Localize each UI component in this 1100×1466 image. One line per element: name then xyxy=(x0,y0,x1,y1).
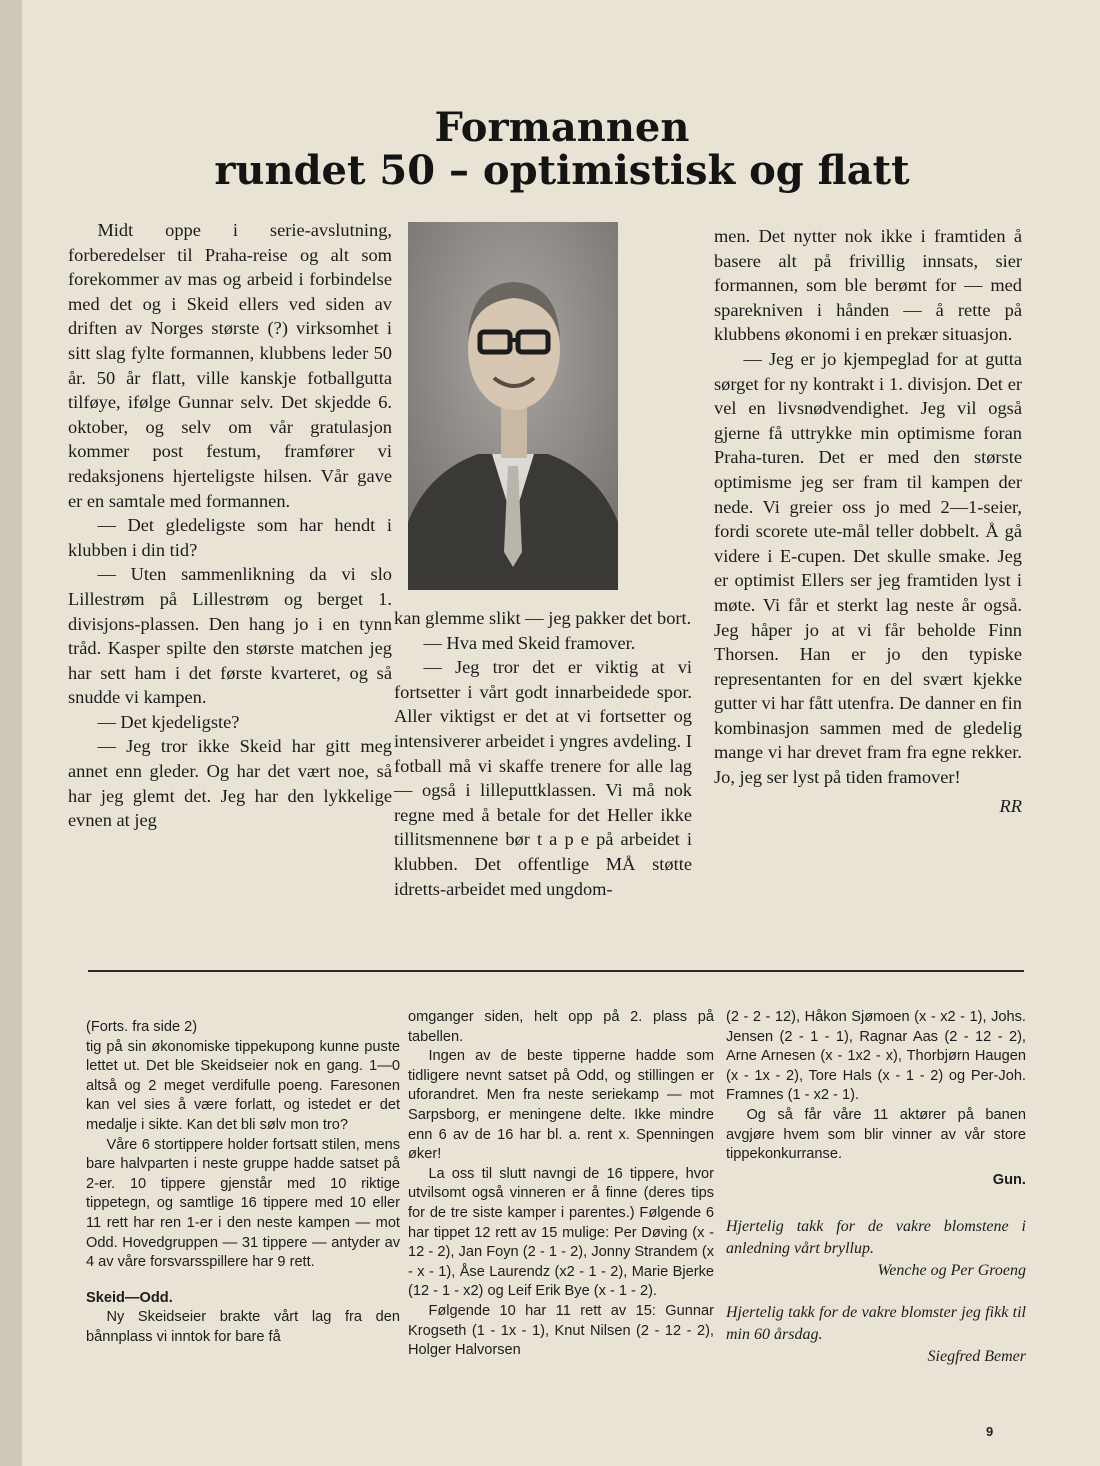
paragraph: tig på sin økonomiske tippekupong kunne puste lettet ut. Det ble Skeidseier nok en gang. 1—0 altså og 2 meget verdifulle poeng. Faresonen kan vel sies å være forlatt, og istedet er det medalje i sikte. Kan det bli sølv mon tro? xyxy=(86,1038,400,1133)
article-column-1 xyxy=(68,218,392,833)
paragraph: — Hva med Skeid framover. xyxy=(423,632,636,653)
paragraph: Våre 6 stortippere holder fortsatt stilen, mens bare halvparten i neste gruppe hadde satset på 2-er. 10 tippere gjenstår med 10 riktige tippetegn, og samtlige 16 tippere med 10 eller 11 rett har ren 1-er i den neste kampen — mot Odd. Hovedgruppen — 31 tippere — antyder av 4 av våre forsvarsspillere har 9 rett. xyxy=(86,1136,400,1271)
column-signature: Gun. xyxy=(992,1171,1026,1188)
paragraph: Ny Skeidseier brakte vårt lag fra den bånnplass vi inntok for bare få xyxy=(86,1309,400,1345)
tipping-column-3 xyxy=(726,1008,1026,1368)
paragraph: — Jeg tror det er viktig at vi fortsetter i vårt godt innarbeidede spor. Aller viktigst er det at vi fortsetter og intensiverer arbeidet i yngres avdeling. I fotball må vi skaffe trenere for alle lag — også i lilleputtklassen. Vi må nok regne med å betale for det Heller ikke tillitsmennene bør t a p e på arbeidet i klubben. Det offentlige MÅ støtte idretts-arbeidet med ungdom- xyxy=(394,657,692,899)
article-signature: RR xyxy=(999,795,1022,816)
tipping-column-1 xyxy=(86,1018,400,1348)
article-column-3 xyxy=(714,224,1022,818)
thank-you-name: Siegfred Bemer xyxy=(927,1348,1026,1366)
paragraph: kan glemme slikt — jeg pakker det bort. xyxy=(394,608,692,628)
tipping-column-2 xyxy=(408,1008,714,1361)
paragraph: La oss til slutt navngi de 16 tippere, hvor utvilsomt også vinneren er å finne (deres tips for de tre siste kamper i parentes.) Følgende 6 har tippet 12 rett av 15 mulige: Per Døving (x - 12 - 2), Jan Foyn (2 - 1 - 2), Jonny Strandem (x - x - 1), Åse Laurendz (x2 - 1 - 2), Marie Bjerke (12 - 1 - x2) og Leif Erik Bye (x - 1 - 2). xyxy=(408,1165,714,1300)
facing-page-edge xyxy=(0,0,22,1466)
magazine-page xyxy=(22,0,1100,1466)
paragraph: — Det kjedeligste? xyxy=(97,711,240,732)
thank-you-text: Hjertelig takk for de vakre blomster jeg fikk til min 60 årsdag. xyxy=(726,1304,1026,1344)
continued-label: (Forts. fra side 2) xyxy=(86,1019,198,1035)
paragraph: Midt oppe i serie-avslutning, forberedelser til Praha-reise og alt som forekommer av mas og arbeid i forbindelse med det og i Skeid ellers ved siden av driften av Norges største (?) virksomhet i sitt slag fylte formannen, klubbens leder 50 år. 50 år flatt, ville kanskje fotballgutta tilføye, ifølge Gunnar selv. Det skjedde 6. oktober, og selv om vår gratulasjon kommer post festum, framfører vi redaksjonens hjerteligste hilsen. Vår gave er en samtale med formannen. xyxy=(68,220,392,511)
paragraph: — Det gledeligste som har hendt i klubben i din tid? xyxy=(68,515,392,560)
paragraph: men. Det nytter nok ikke i framtiden å basere alt på frivillig innsats, sier formannen, som ble berømt for — med sparekniven i hånden — å rette på klubbens økonomi i en prekær situasjon. xyxy=(714,226,1022,345)
title-line-1: Formannen xyxy=(434,104,690,151)
page-number: 9 xyxy=(986,1424,994,1439)
portrait-photo xyxy=(408,222,618,590)
paragraph: Ingen av de beste tipperne hadde som tidligere nevnt satset på Odd, og stillingen er uforandret. Men fra neste seriekamp — mot Sarpsborg, er meningene delte. Ikke mindre enn 6 av de 16 har bl. a. rent x. Spenningen øker! xyxy=(408,1048,714,1163)
subheading: Skeid—Odd. xyxy=(86,1289,173,1306)
paragraph: — Jeg tror ikke Skeid har gitt meg annet enn gleder. Og har det vært noe, så har jeg glemt det. Jeg har den lykkelige evnen at jeg xyxy=(68,736,392,831)
thank-you-name: Wenche og Per Groeng xyxy=(877,1262,1026,1280)
paragraph: — Uten sammenlikning da vi slo Lillestrøm på Lillestrøm og berget 1. divisjons-plassen. Den hang jo i en tynn tråd. Kasper spilte den største matchen jeg har sett ham i det første kvarteret, og så snudde vi kampen. xyxy=(68,564,392,708)
paragraph: Følgende 10 har 11 rett av 15: Gunnar Krogseth (1 - 1x - 1), Knut Nilsen (2 - 12 - 2), Holger Halvorsen xyxy=(408,1302,714,1359)
article-title xyxy=(122,104,1002,195)
paragraph: — Jeg er jo kjempeglad for at gutta sørget for ny kontrakt i 1. divisjon. Det er vel en livsnødvendighet. Jeg vil også gjerne få uttrykke min optimisme foran Praha-turen. Det er med den største optimisme jeg ser fram til kampen der nede. Vi greier oss jo med 2—1-seier, fordi scorete ute-mål teller dobbelt. Å gå videre i E-cupen. Det skulle smake. Jeg er optimist Ellers ser jeg framtiden lyst i møte. Vi får et sterkt lag neste år også. Jeg håper jo at vi får beholde Finn Thorsen. Han er jo den typiske representanten for en del svært kjekke gutter vi har fått utenfra. De danner en fin kombinasjon sammen med de gledelig mange vi har drevet fram fra egne rekker. Jo, jeg ser lyst på tiden framover! xyxy=(714,348,1022,788)
title-line-2: rundet 50 – optimistisk og flatt xyxy=(214,147,910,195)
paragraph: Og så får våre 11 aktører på banen avgjøre hvem som blir vinner av vår store tippekonkurranse. xyxy=(726,1106,1026,1163)
paragraph: omganger siden, helt opp på 2. plass på tabellen. xyxy=(408,1009,714,1045)
paragraph: (2 - 2 - 12), Håkon Sjømoen (x - x2 - 1), Johs. Jensen (2 - 1 - 1), Ragnar Aas (2 - 12 - 2), Arne Arnesen (x - 1x2 - x), Thorbjørn Haugen (x - 1x - 2), Tore Hals (x - 1 - 2) og Per-Joh. Framnes (1 - x2 - 1). xyxy=(726,1009,1026,1104)
thank-you-notice-1 xyxy=(726,1216,1026,1282)
article-column-2 xyxy=(394,606,692,901)
section-divider xyxy=(88,970,1024,972)
thank-you-text: Hjertelig takk for de vakre blomstene i anledning vårt bryllup. xyxy=(726,1218,1026,1258)
thank-you-notice-2 xyxy=(726,1302,1026,1368)
portrait-illustration xyxy=(408,222,618,590)
